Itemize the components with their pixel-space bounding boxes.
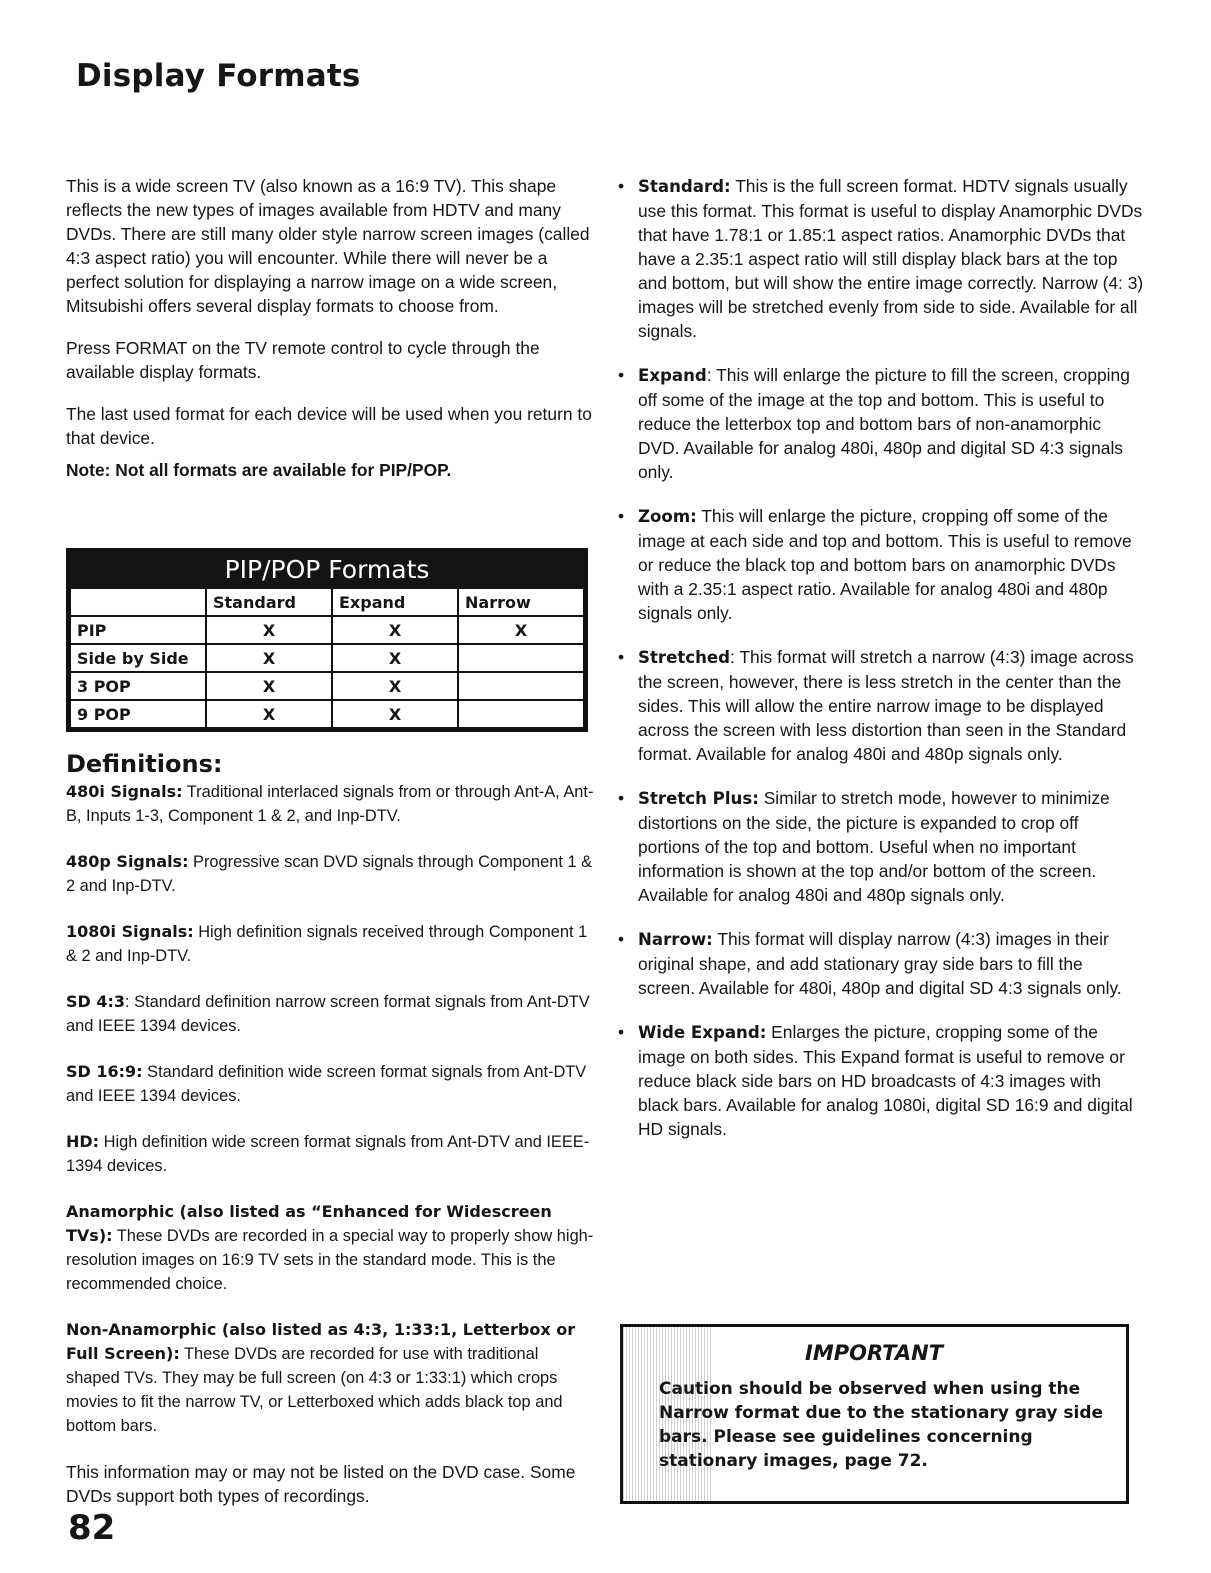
format-item-stretched	[618, 645, 1144, 766]
formats-list	[618, 174, 1144, 1141]
table-cell: X	[332, 672, 458, 700]
important-text: Caution should be observed when using the Narrow format due to the stationary gray side bars. Please see guidelines concerning stationary images, page 72.	[659, 1379, 1104, 1471]
definition-item	[66, 780, 596, 828]
table-row	[70, 672, 584, 700]
format-description: This will enlarge the picture, cropping off some of the image at each side and top and bottom. This is useful to remove or reduce the black top and bottom bars on anamorphic DVDs with a 2.35:1 aspect ratio. Available for analog 480i and 480p signals only.	[638, 506, 1132, 623]
definition-text: Progressive scan DVD signals through Component 1 & 2 and Inp-DTV.	[66, 853, 593, 895]
table-row-label: 9 POP	[70, 700, 206, 728]
definition-term: Anamorphic (also listed as “Enhanced for Widescreen TVs):	[66, 1202, 552, 1245]
definition-item	[66, 1060, 596, 1108]
definition-item	[66, 1318, 596, 1438]
definition-text: Traditional interlaced signals from or through Ant-A, Ant-B, Inputs 1-3, Component 1 & 2, and Inp-DTV.	[66, 783, 594, 825]
table-cell: X	[206, 616, 332, 644]
intro-paragraph: Press FORMAT on the TV remote control to cycle through the available display formats.	[66, 338, 540, 382]
table-header-row	[70, 589, 584, 616]
table-row-label: 3 POP	[70, 672, 206, 700]
pip-pop-note: Note: Not all formats are available for PIP/POP.	[66, 460, 452, 480]
format-name: Stretched	[638, 648, 731, 667]
format-description: : This format will stretch a narrow (4:3) image across the screen, however, there is less stretch in the center than the sides. This will allow the entire narrow image to be displayed across the screen with less distortion than seen in the Standard format. Available for analog 480i and 480p signals only.	[638, 647, 1134, 764]
definition-term: HD:	[66, 1132, 100, 1151]
table-row-label: Side by Side	[70, 644, 206, 672]
table-row	[70, 700, 584, 728]
format-name: Wide Expand:	[638, 1023, 767, 1042]
definition-text: These DVDs are recorded for use with traditional shaped TVs. They may be full screen (on 4:3 or 1:33:1) which crops movies to fit the narrow TV, or Letterboxed which adds black top and bottom bars.	[66, 1345, 563, 1435]
table-row-label: PIP	[70, 616, 206, 644]
format-description: This format will display narrow (4:3) images in their original shape, and add stationary gray side bars to fill the screen. Available for 480i, 480p and digital SD 4:3 signals only.	[638, 929, 1122, 998]
table-cell: X	[206, 672, 332, 700]
definition-item	[66, 1130, 596, 1178]
format-name: Standard:	[638, 177, 731, 196]
table-cell	[458, 672, 584, 700]
format-name: Stretch Plus:	[638, 789, 759, 808]
table-title: PIP/POP Formats	[69, 551, 585, 589]
page-number: 82	[68, 1508, 116, 1548]
definition-item	[66, 1200, 596, 1296]
format-item-zoom	[618, 504, 1144, 625]
definition-text: These DVDs are recorded in a special way to properly show high-resolution images on 16:9 TV sets in the standard mode. This is the recommended choice.	[66, 1227, 594, 1293]
definitions-closing: This information may or may not be listed on the DVD case. Some DVDs support both types of recordings.	[66, 1462, 576, 1506]
pip-pop-formats-table	[66, 548, 588, 732]
definition-text: High definition wide screen format signals from Ant-DTV and IEEE-1394 devices.	[66, 1133, 590, 1175]
table-cell: X	[206, 644, 332, 672]
table-cell	[458, 644, 584, 672]
table-row	[70, 644, 584, 672]
table-cell: X	[458, 616, 584, 644]
format-name: Expand	[638, 366, 707, 385]
table-cell: X	[332, 644, 458, 672]
format-item-narrow	[618, 927, 1144, 1000]
table-header-cell: Standard	[206, 589, 332, 616]
format-item-wide-expand	[618, 1020, 1144, 1141]
table-header-cell: Expand	[332, 589, 458, 616]
definition-item	[66, 920, 596, 968]
format-description: Similar to stretch mode, however to minimize distortions on the side, the picture is expanded to crop off portions of the top and bottom. Useful when no important information is shown at the top and/or bottom of the screen. Available for analog 480i and 480p signals only.	[638, 788, 1110, 905]
definition-item	[66, 850, 596, 898]
format-item-stretch-plus	[618, 786, 1144, 907]
table-header-cell: Narrow	[458, 589, 584, 616]
table-cell: X	[206, 700, 332, 728]
important-box	[620, 1324, 1129, 1504]
format-description: This is the full screen format. HDTV signals usually use this format. This format is useful to display Anamorphic DVDs that have 1.78:1 or 1.85:1 aspect ratios. Anamorphic DVDs that have a 2.35:1 aspect ratio will still display black bars at the top and bottom, but will show the entire image correctly. Narrow (4: 3) images will be stretched evenly from side to side. Available for all signals.	[638, 176, 1144, 341]
format-name: Zoom:	[638, 507, 697, 526]
table-cell	[458, 700, 584, 728]
format-item-standard	[618, 174, 1144, 343]
definition-term: 1080i Signals:	[66, 922, 194, 941]
page-title: Display Formats	[76, 58, 361, 94]
table-header-cell	[70, 589, 206, 616]
definition-term: 480i Signals:	[66, 782, 183, 801]
definition-term: 480p Signals:	[66, 852, 189, 871]
important-title: IMPORTANT	[805, 1341, 944, 1365]
intro-paragraph: This is a wide screen TV (also known as a 16:9 TV). This shape reflects the new types of images available from HDTV and many DVDs. There are still many older style narrow screen images (called 4:3 aspect ratio) you will encounter. While there will never be a perfect solution for displaying a narrow image on a wide screen, Mitsubishi offers several display formats to choose from.	[66, 176, 590, 316]
table-cell: X	[332, 616, 458, 644]
table-cell: X	[332, 700, 458, 728]
definition-term: SD 4:3	[66, 992, 126, 1011]
table-row	[70, 616, 584, 644]
intro-paragraph: The last used format for each device will be used when you return to that device.	[66, 404, 592, 448]
definition-text: : Standard definition narrow screen format signals from Ant-DTV and IEEE 1394 devices.	[66, 993, 590, 1035]
definitions-heading: Definitions:	[66, 750, 223, 778]
format-description: : This will enlarge the picture to fill the screen, cropping off some of the image at the top and bottom. This is useful to reduce the letterbox top and bottom bars of non-anamorphic DVD. Available for analog 480i, 480p and digital SD 4:3 signals only.	[638, 365, 1130, 482]
definition-term: Non-Anamorphic (also listed as 4:3, 1:33:1, Letterbox or Full Screen):	[66, 1320, 576, 1363]
definitions-section	[66, 750, 596, 1508]
definition-item	[66, 990, 596, 1038]
format-description: Enlarges the picture, cropping some of the image on both sides. This Expand format is useful to remove or reduce black side bars on HD broadcasts of 4:3 images with black bars. Available for analog 1080i, digital SD 16:9 and digital HD signals.	[638, 1022, 1133, 1139]
definition-term: SD 16:9:	[66, 1062, 143, 1081]
format-item-expand	[618, 363, 1144, 484]
definition-text: High definition signals received through Component 1 & 2 and Inp-DTV.	[66, 923, 588, 965]
intro-section	[66, 174, 596, 482]
definition-text: Standard definition wide screen format signals from Ant-DTV and IEEE 1394 devices.	[66, 1063, 587, 1105]
format-name: Narrow:	[638, 930, 713, 949]
